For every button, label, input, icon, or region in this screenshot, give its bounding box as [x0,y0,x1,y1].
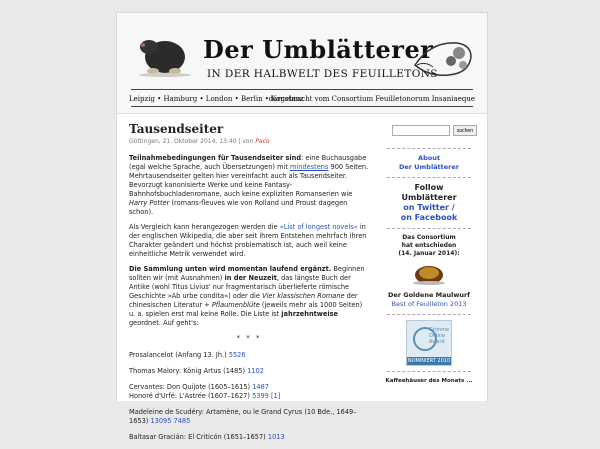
about-link[interactable] [381,154,477,172]
entry-text: Madeleine de Scudéry: Artamène, ou le Grand Cyrus (10 Bde., 1649–1653) [129,408,357,425]
entry-text: Prosalancelot (Anfang 13. Jh.) [129,351,227,359]
entry-pages[interactable]: 1013 [267,433,285,441]
sidebar-divider [387,314,471,315]
header-rule-bottom [131,106,473,107]
p3-bold-2: in der Neuzeit [224,274,277,282]
entry-text: Honoré d'Urfé: L'Astrée (1607–1627) [129,392,250,400]
page-container [116,12,488,441]
entry-pages[interactable]: 5526 [228,351,246,359]
longest-novels-link[interactable]: »List of longest novels« [279,223,358,231]
post-date: Göttingen, 21. Oktober 2014, 13:40 [129,138,237,145]
paragraph-1 [129,154,369,217]
p1-italic: Harry Potter [129,199,170,207]
cities-line: Leipzig • Hamburg • London • Berlin • Konstanz [129,95,304,103]
p3-text-b: , das längste Buch der Antike (wohl Titus Livius' nur fragmentarisch überlieferte römische Geschichte »Ab urbe condita«) oder die [129,274,351,300]
grimme-award-badge[interactable] [406,320,452,366]
p3-bold-3: jahrzehntweise [281,310,339,318]
award-line-1: Grimme [429,327,450,333]
p3-text-e: geordnet. Auf geht's: [129,319,199,327]
paragraph-2 [129,223,369,259]
site-title[interactable]: Der Umblätterer [203,35,434,64]
p2-text-b: in der englischen Wikipedia, die aber seit ihrem Entstehen mehrfach ihren Charakter geändert und höchst problematisch ist, auch weil keine einheitliche Metrik verwendet wird. [129,223,367,258]
list-item [129,433,369,442]
p3-text-d: (jeweils mehr als 1000 Seiten) u. a. spielen erst mal keine Rolle. Die Liste ist [129,301,363,318]
list-item [129,367,369,376]
award-nominated-bar: NOMINIERT 2010 [407,358,451,364]
follow-block [381,183,477,223]
list-item [129,383,369,392]
sidebar-divider [387,177,471,178]
award-text [429,327,449,345]
post-meta [129,137,369,146]
kaffeehaeuser-heading[interactable]: Kaffeehäuser des Monats ... [385,378,473,384]
mole-icon [137,31,195,77]
consortium-block [381,234,477,258]
header-rule-top [131,89,473,90]
post-content [129,122,369,449]
search-form [381,125,477,136]
cornucopia-icon [411,31,475,83]
consortium-line-1: Das Consortium [402,234,456,241]
entry-text: Baltasar Gracián: El Criticón (1651–1657) [129,433,266,441]
golden-mole-icon[interactable] [409,261,449,285]
p1-bold: Teilnahmebedingungen für Tausendseiter sind [129,154,302,162]
section-stars: * * * [236,334,262,342]
sidebar-divider [387,228,471,229]
maulwurf-subtitle: Best of Feuilleton 2013 [391,300,467,308]
p3-bold-1: Die Sammlung unten wird momentan laufend ergänzt. [129,265,332,273]
site-subtitle: IN DER HALBWELT DES FEUILLETONS [207,68,438,80]
motto-line: dargebracht vom Consortium Feuilletonorum Insaniaeque [268,95,475,103]
facebook-link[interactable]: on Facebook [400,213,458,222]
entry-pages[interactable]: 5399 [1] [252,392,281,400]
sidebar-divider [387,371,471,372]
search-button[interactable]: suchen [453,125,477,136]
entry-text: Thomas Malory: König Artus (1485) [129,367,246,375]
p3-text-a: Beginnen sollten wir (mit Ausnahmen) [129,265,365,282]
sidebar-divider [387,148,471,149]
about-line-2: Der Umblätterer [398,163,460,171]
award-line-2: Online [429,333,446,339]
paragraph-3 [129,265,369,328]
p3-italic-2: Pflaumenblüte [211,301,260,309]
follow-line-2: Umblätterer [401,193,457,202]
entry-pages[interactable]: 1487 [252,383,269,391]
list-item [129,408,369,426]
p2-text-a: Als Vergleich kann herangezogen werden die [129,223,278,231]
site-header [117,13,487,114]
post-author[interactable]: Paco [255,138,270,145]
entry-pages[interactable]: 1102 [247,367,264,375]
p3-italic: Vier klassischen Romane [262,292,345,300]
maulwurf-title: Der Goldene Maulwurf [387,291,471,299]
p1-text-a: : eine Buchausgabe (egal welche Sprache, auch Übersetzungen) mit [129,154,367,171]
p3-text-c: der chinesischen Literatur + [129,292,358,309]
sidebar [381,125,477,386]
consortium-line-2: hat entschieden [401,242,457,249]
entry-text: Cervantes: Don Quijote (1605–1615) [129,383,251,391]
author-prefix: | von [238,138,254,145]
post-title[interactable]: Tausendseiter [129,122,224,136]
mindestens-link[interactable]: mindestens [290,163,329,171]
maulwurf-block[interactable] [381,291,477,309]
search-input[interactable] [392,125,450,136]
list-item [129,392,369,401]
follow-line-1: Follow [414,183,444,192]
consortium-line-3: (14. Januar 2014): [398,250,460,257]
list-item [129,351,369,360]
p1-text-c: (romans-fleuves wie von Rolland und Proust dagegen schon). [129,199,348,216]
twitter-link[interactable]: on Twitter / [403,203,455,212]
about-line-1: About [418,154,440,162]
p1-text-b: 900 Seiten. Mehrtausendseiter gelten hier vereinfacht auch als Tausendseiter. Bevorzugt kanonisierte Werke und keine Fantasy-Bahnhofsbuchladenromane, auch keine expliziten Romanserien wie [129,163,369,198]
entry-pages[interactable]: 13095 7485 [150,417,191,425]
award-line-3: Award [429,339,445,345]
